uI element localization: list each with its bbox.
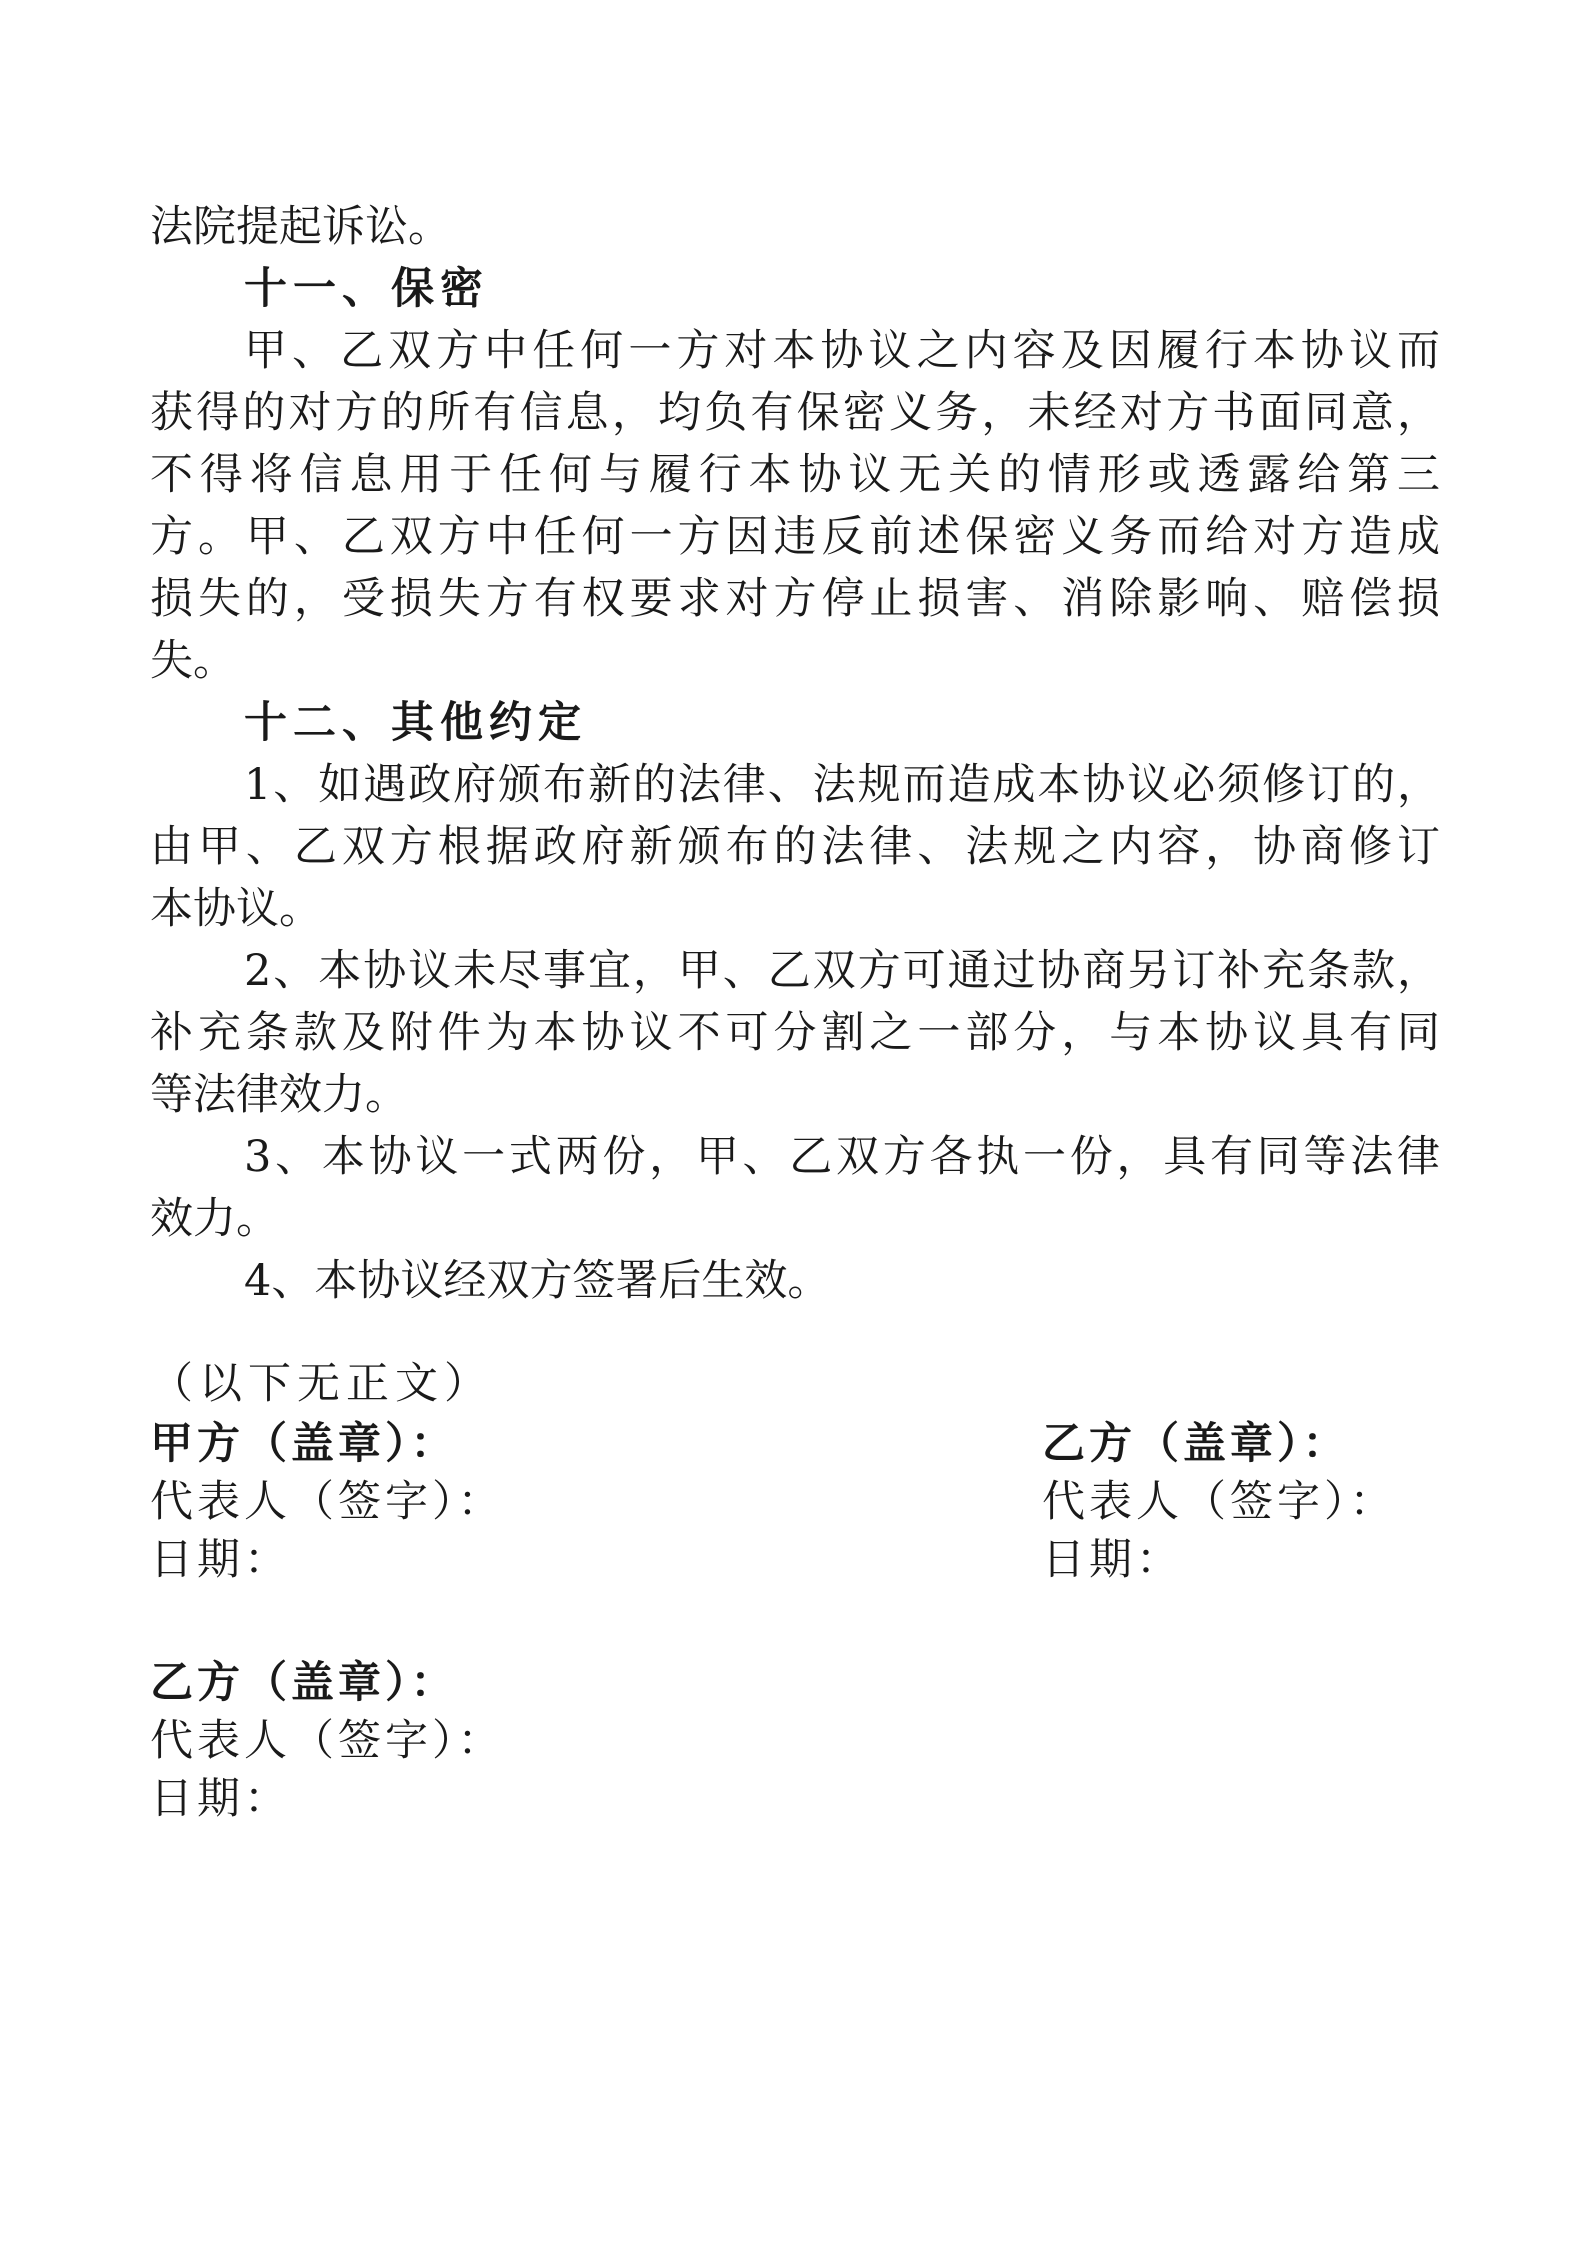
signature-party-a (150, 1415, 505, 1589)
item-3-line-1: 3、本协议一式两份，甲、乙双方各执一份，具有同等法律 (244, 1132, 1440, 1182)
section-11-line-4: 方。甲、乙双方中任何一方因违反前述保密义务而给对方造成 (150, 512, 1440, 562)
section-11-line-5: 损失的，受损失方有权要求对方停止损害、消除影响、赔偿损 (150, 574, 1440, 624)
section-11-line-3: 不得将信息用于任何与履行本协议无关的情形或透露给第三 (150, 450, 1440, 500)
section-11-line-6: 失。 (150, 636, 236, 686)
item-2-line-2: 补充条款及附件为本协议不可分割之一部分，与本协议具有同 (150, 1008, 1440, 1058)
party-b-right-seal-label: 乙方（盖章）： (1042, 1419, 1350, 1469)
item-2-line-1: 2、本协议未尽事宜，甲、乙双方可通过协商另订补充条款， (244, 946, 1440, 996)
item-2-line-3: 等法律效力。 (150, 1070, 408, 1120)
signature-party-b-lower (150, 1654, 505, 1828)
item-1-line-3: 本协议。 (150, 884, 322, 934)
section-11-heading: 十一、保密 (244, 264, 489, 314)
item-1-line-1: 1、如遇政府颁布新的法律、法规而造成本协议必须修订的， (244, 760, 1440, 810)
item-4-line-1: 4、本协议经双方签署后生效。 (244, 1256, 831, 1306)
party-b-lower-date-label: 日期： (150, 1774, 291, 1824)
intro-line: 法院提起诉讼。 (150, 202, 451, 252)
party-a-date-label: 日期： (150, 1535, 291, 1585)
item-3-line-2: 效力。 (150, 1194, 279, 1244)
party-b-right-rep-label: 代表人（签字）： (1042, 1477, 1397, 1527)
section-12-heading: 十二、其他约定 (244, 698, 587, 748)
party-b-lower-rep-label: 代表人（签字）： (150, 1716, 505, 1766)
party-a-seal-label: 甲方（盖章）： (150, 1419, 458, 1469)
party-a-rep-label: 代表人（签字）： (150, 1477, 505, 1527)
item-1-line-2: 由甲、乙双方根据政府新颁布的法律、法规之内容，协商修订 (150, 822, 1440, 872)
section-11-line-1: 甲、乙双方中任何一方对本协议之内容及因履行本协议而 (244, 326, 1440, 376)
party-b-right-date-label: 日期： (1042, 1535, 1183, 1585)
signature-party-b-right (1042, 1415, 1397, 1589)
section-11-line-2: 获得的对方的所有信息，均负有保密义务，未经对方书面同意， (150, 388, 1440, 438)
party-b-lower-seal-label: 乙方（盖章）： (150, 1658, 458, 1708)
body-text (150, 196, 1440, 1312)
end-note: （以下无正文） (150, 1359, 493, 1409)
